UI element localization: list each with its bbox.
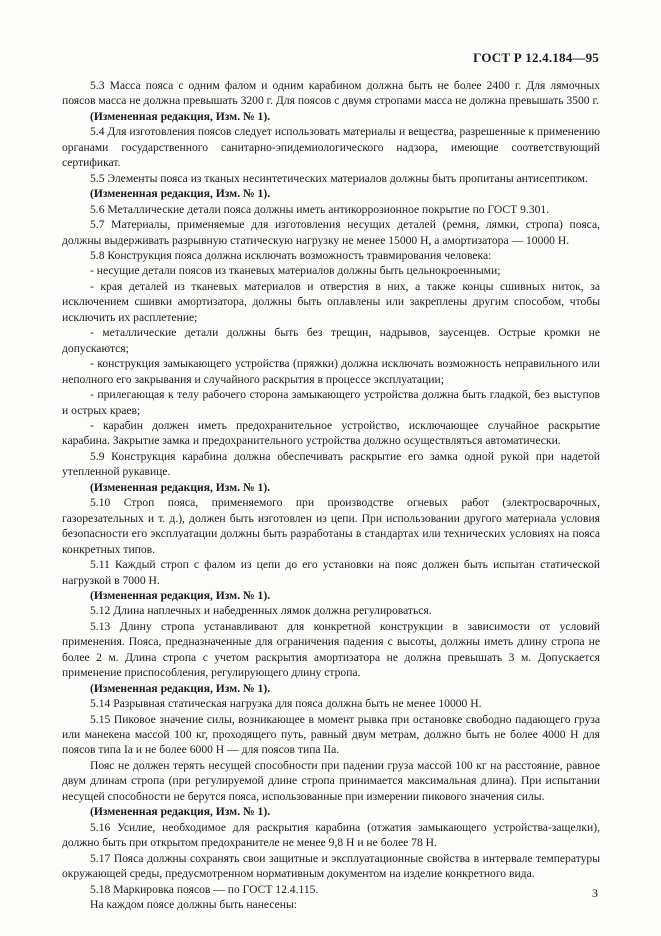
edition-note: (Измененная редакция, Изм. № 1).	[90, 588, 271, 602]
paragraph: На каждом поясе должны быть нанесены:	[90, 898, 297, 912]
document-body	[62, 78, 600, 912]
paragraph: 5.14 Разрывная статическая нагрузка для пояса должна быть не менее 10000 Н.	[90, 697, 482, 711]
edition-note: (Измененная редакция, Изм. № 1).	[90, 681, 271, 695]
paragraph: 5.5 Элементы пояса из тканых несинтетических материалов должны быть пропитаны антисептиком.	[90, 171, 588, 185]
paragraph: - края деталей из тканевых материалов и отверстия в них, а также концы сшивных ниток, за исключением сшивки амортизатора, должны быть оплавлены или закреплены другим способом, чтобы исключить их расплетение;	[62, 279, 600, 324]
paragraph: 5.17 Пояса должны сохранять свои защитные и эксплуатационные свойства в интервале температуры окружающей среды, предусмотренном нормативным документом на изделие конкретного вида.	[62, 851, 600, 881]
edition-note: (Измененная редакция, Изм. № 1).	[90, 805, 271, 819]
paragraph: 5.8 Конструкция пояса должна исключать возможность травмирования человека:	[90, 248, 492, 262]
edition-note: (Измененная редакция, Изм. № 1).	[90, 480, 271, 494]
paragraph: 5.15 Пиковое значение силы, возникающее в момент рывка при остановке свободно падающего груза или манекена массой 100 кг, проходящего путь, равный двум метрам, должно быть не более 4000 Н для поясов типа Iа и не более 6000 Н — для поясов типа IIа.	[62, 712, 600, 757]
paragraph: 5.12 Длина наплечных и набедренных лямок должна регулироваться.	[90, 604, 432, 618]
paragraph: 5.16 Усилие, необходимое для раскрытия карабина (отжатия замыкающего устройства-защелки), должно быть при открытом предохранителе не менее 9,8 Н и не более 78 Н.	[62, 820, 600, 850]
edition-note: (Измененная редакция, Изм. № 1).	[90, 187, 271, 201]
paragraph: 5.7 Материалы, применяемые для изготовления несущих деталей (ремня, лямки, стропа) пояса, должны выдерживать разрывную статическую нагрузку не менее 15000 Н, а амортизатора — 10000 Н.	[62, 218, 600, 247]
paragraph: 5.3 Масса пояса с одним фалом и одним карабином должна быть не более 2400 г. Для лямочных поясов масса не должна превышать 3200 г. Для поясов с двумя стропами масса не должна превышать 3500 г.	[62, 79, 600, 108]
paragraph: 5.9 Конструкция карабина должна обеспечивать раскрытие его замка одной рукой при надетой утепленной рукавице.	[62, 449, 600, 479]
paragraph: 5.10 Строп пояса, применяемого при производстве огневых работ (электросварочных, газорезательных и т. д.), должен быть изготовлен из цепи. При использовании другого материала условия безопасности его эксплуатации должны быть разработаны в стандартах или технических условиях на пояса конкретных типов.	[62, 496, 600, 556]
paragraph: - металлические детали должны быть без трещин, надрывов, заусенцев. Острые кромки не допускаются;	[62, 326, 600, 355]
paragraph: 5.11 Каждый строп с фалом из цепи до его установки на пояс должен быть испытан статической нагрузкой в 7000 Н.	[62, 558, 600, 587]
page-number: 3	[592, 886, 598, 900]
paragraph: - карабин должен иметь предохранительное устройство, исключающее случайное раскрытие карабина. Закрытие замка и предохранительного устройства должно осуществляться автоматически.	[62, 418, 600, 448]
standard-header: ГОСТ Р 12.4.184—95	[473, 50, 599, 65]
edition-note: (Измененная редакция, Изм. № 1).	[90, 109, 271, 123]
paragraph: Пояс не должен терять несущей способности при падении груза массой 100 кг на расстояние, равное двум длинам стропа (при регулируемой длине стропа принимается максимальная длина). При испытании несущей способности не берутся пояса, использованные при измерении пикового значения силы.	[62, 758, 600, 803]
paragraph: - несущие детали поясов из тканевых материалов должны быть цельнокроенными;	[90, 264, 501, 278]
paragraph: 5.4 Для изготовления поясов следует использовать материалы и вещества, разрешенные к применению органами государственного санитарно-эпидемиологического надзора, имеющие соответствующий сертификат.	[62, 125, 600, 170]
paragraph: 5.6 Металлические детали пояса должны иметь антикоррозионное покрытие по ГОСТ 9.301.	[90, 202, 550, 216]
paragraph: 5.13 Длину стропа устанавливают для конкретной конструкции в зависимости от условий применения. Пояса, предназначенные для ограничения падения с высоты, должны иметь длину стропа не более 2 м. Длина стропа с учетом раскрытия амортизатора не должна превышать 3 м. Допускается применение приспособления, регулирующего длину стропа.	[62, 619, 600, 680]
paragraph: - конструкция замыкающего устройства (пряжки) должна исключать возможность неправильного или неполного его закрывания и случайного раскрытия в процессе эксплуатации;	[62, 357, 600, 386]
paragraph: 5.18 Маркировка поясов — по ГОСТ 12.4.115.	[90, 882, 319, 896]
paragraph: - прилегающая к телу рабочего сторона замыкающего устройства должна быть гладкой, без выступов и острых краев;	[62, 388, 600, 417]
